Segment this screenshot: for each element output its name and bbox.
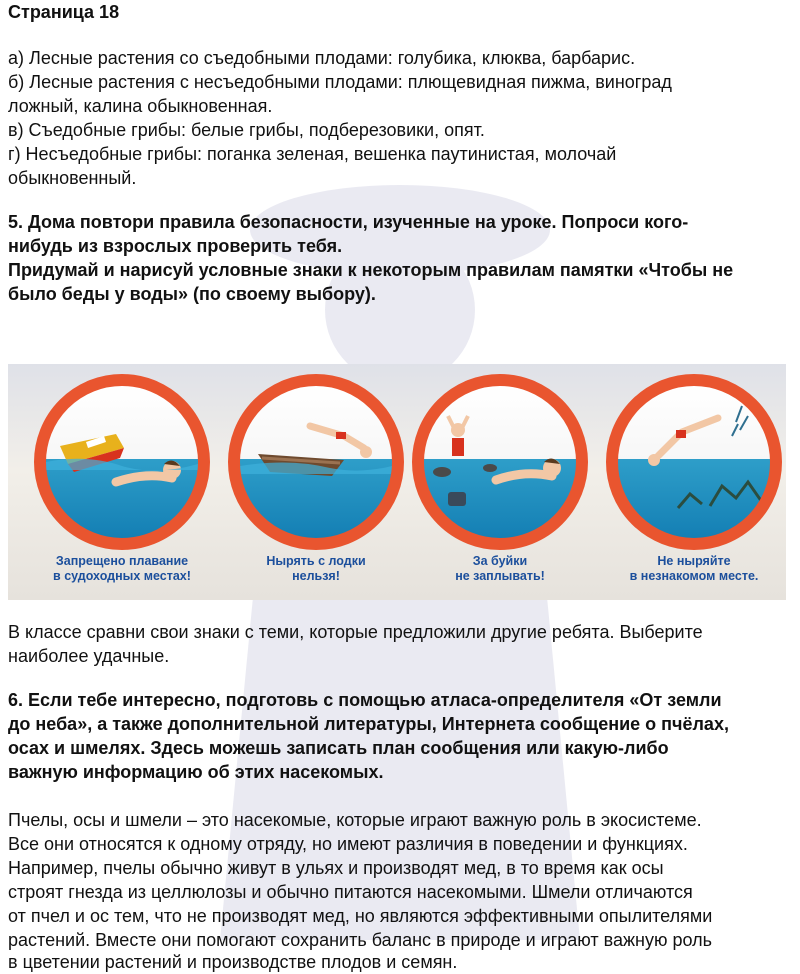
answer6-line: Пчелы, осы и шмели – это насекомые, которые играют важную роль в экосистеме. — [8, 810, 702, 830]
boat-swimmer-icon — [46, 386, 198, 538]
sign-caption — [405, 554, 595, 584]
caption-line: За буйки — [472, 554, 528, 568]
answer6-line: Все они относятся к одному отряду, но имеют различия в поведении и функциях. — [8, 834, 688, 854]
sign-caption — [27, 554, 217, 584]
diver-rocks-icon — [618, 386, 770, 538]
task6-line: 6. Если тебе интересно, подготовь с помощью атласа-определителя «От земли — [8, 690, 722, 710]
caption-line: Не ныряйте — [657, 554, 731, 568]
plants-line: ложный, калина обыкновенная. — [8, 96, 273, 116]
sign-no-diving-from-boat — [228, 374, 404, 550]
caption-line: нельзя! — [292, 569, 340, 583]
caption-line: Нырять с лодки — [266, 554, 366, 568]
sign-no-diving-unknown-place — [606, 374, 782, 550]
caption-line: в незнакомом месте. — [629, 569, 759, 583]
caption-line: не заплывать! — [455, 569, 545, 583]
sign-no-swimming-past-buoys — [412, 374, 588, 550]
answer6-line: от пчел и ос тем, что не производят мед, но являются эффективными опылителями — [8, 906, 713, 926]
sign-caption — [599, 554, 789, 584]
compare-line: наиболее удачные. — [8, 646, 170, 666]
safety-signs-illustration — [8, 364, 786, 600]
task5-line: Придумай и нарисуй условные знаки к некоторым правилам памятки «Чтобы не — [8, 260, 734, 280]
task5-line: 5. Дома повтори правила безопасности, изученные на уроке. Попроси кого- — [8, 212, 689, 232]
answer6-line: Например, пчелы обычно живут в ульях и производят мед, в то время как осы — [8, 858, 664, 878]
task5-line: нибудь из взрослых проверить тебя. — [8, 236, 343, 256]
plants-line: г) Несъедобные грибы: поганка зеленая, вешенка паутинистая, молочай — [8, 144, 617, 164]
plants-line: в) Съедобные грибы: белые грибы, подберезовики, опят. — [8, 120, 485, 140]
sign-caption — [221, 554, 411, 584]
plants-line: обыкновенный. — [8, 168, 137, 188]
swimmer-buoys-icon — [424, 386, 576, 538]
task6-line: до неба», а также дополнительной литературы, Интернета сообщение о пчёлах, — [8, 714, 729, 734]
plants-line: б) Лесные растения с несъедобными плодами: плющевидная пижма, виноград — [8, 72, 672, 92]
answer6-line: растений. Вместе они помогают сохранить баланс в природе и играют важную роль — [8, 930, 712, 950]
task5-line: было беды у воды» (по своему выбору). — [8, 284, 376, 304]
plants-line: а) Лесные растения со съедобными плодами: голубика, клюква, барбарис. — [8, 48, 636, 68]
answer6-line: строят гнезда из целлюлозы и обычно питаются насекомыми. Шмели отличаются — [8, 882, 693, 902]
page-title: Страница 18 — [8, 2, 120, 22]
task6-line: важную информацию об этих насекомых. — [8, 762, 384, 782]
answer6-line: в цветении растений и производстве плодов и семян. — [8, 952, 458, 972]
caption-line: в судоходных местах! — [53, 569, 191, 583]
sign-no-swimming-shipping — [34, 374, 210, 550]
task6-line: осах и шмелях. Здесь можешь записать план сообщения или какую-либо — [8, 738, 669, 758]
caption-line: Запрещено плавание — [55, 554, 189, 568]
diver-boat-icon — [240, 386, 392, 538]
compare-line: В классе сравни свои знаки с теми, которые предложили другие ребята. Выберите — [8, 622, 703, 642]
